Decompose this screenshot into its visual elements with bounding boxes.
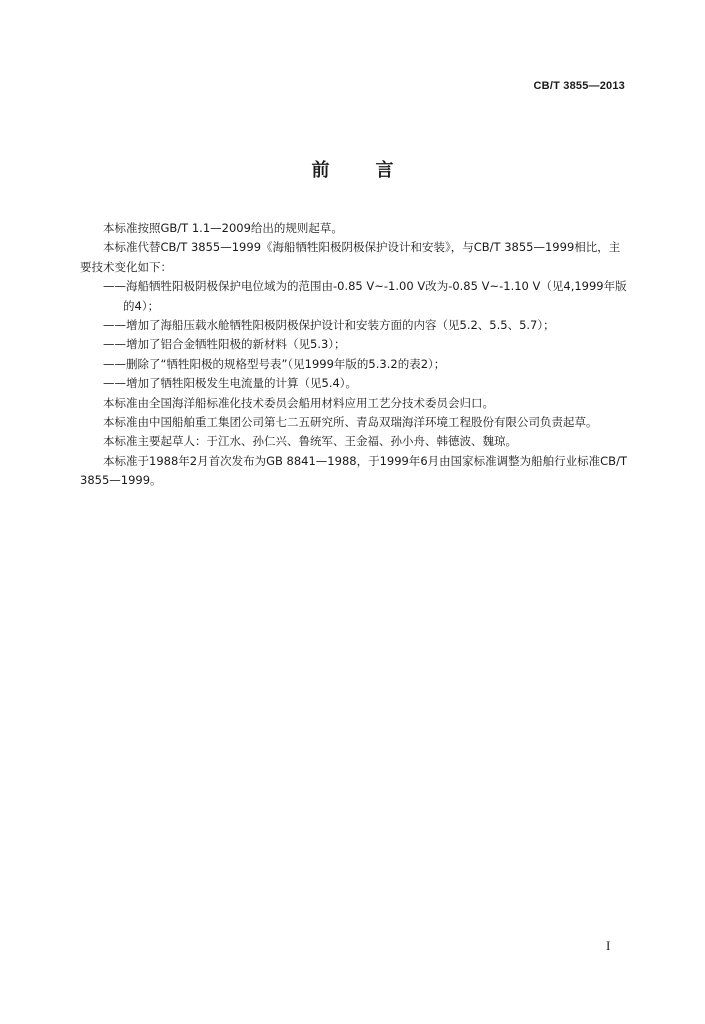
- paragraph-replacement: 本标准代替CB/T 3855—1999《海船牺牲阳极阴极保护设计和安装》，与CB/T 3855—1999相比，主要技术变化如下：: [80, 240, 621, 274]
- change-item-3: ——增加了铝合金牺牲阳极的新材料（见5.3）；: [103, 337, 346, 352]
- title-char-2: 言: [375, 160, 394, 181]
- title-char-1: 前: [311, 160, 330, 181]
- page-title: [0, 156, 705, 182]
- paragraph-drafting-units: 本标准由中国船舶重工集团公司第七二五研究所、青岛双瑞海洋环境工程股份有限公司负责起草。: [103, 415, 598, 430]
- change-item-2: ——增加了海船压载水舱牺牲阳极阴极保护设计和安装方面的内容（见5.2、5.5、5.7）；: [103, 318, 555, 333]
- paragraph-history: 本标准于1988年2月首次发布为GB 8841—1988，于1999年6月由国家标准调整为船舶行业标准CB/T 3855—1999。: [80, 453, 627, 488]
- change-item-4: ——删除了“牺牲阳极的规格型号表”（见1999年版的5.3.2的表2）；: [103, 356, 446, 371]
- paragraph-drafters: 本标准主要起草人：于江水、孙仁兴、鲁统军、王金福、孙小舟、韩德波、魏琼。: [103, 434, 517, 449]
- standard-number: CB/T 3855—2013: [533, 80, 625, 92]
- change-item-1: ——海船牺牲阳极阴极保护电位域为的范围由-0.85 V~-1.00 V改为-0.85 V~-1.10 V（见4,1999年版的4）；: [103, 279, 627, 313]
- change-item-5: ——增加了牺牲阳极发生电流量的计算（见5.4）。: [103, 376, 358, 391]
- preface-body: [80, 219, 628, 491]
- paragraph-drafting-rules: 本标准按照GB/T 1.1—2009给出的规则起草。: [103, 221, 343, 235]
- paragraph-responsible-committee: 本标准由全国海洋船标准化技术委员会船用材料应用工艺分技术委员会归口。: [103, 395, 494, 410]
- page-number: I: [606, 938, 611, 953]
